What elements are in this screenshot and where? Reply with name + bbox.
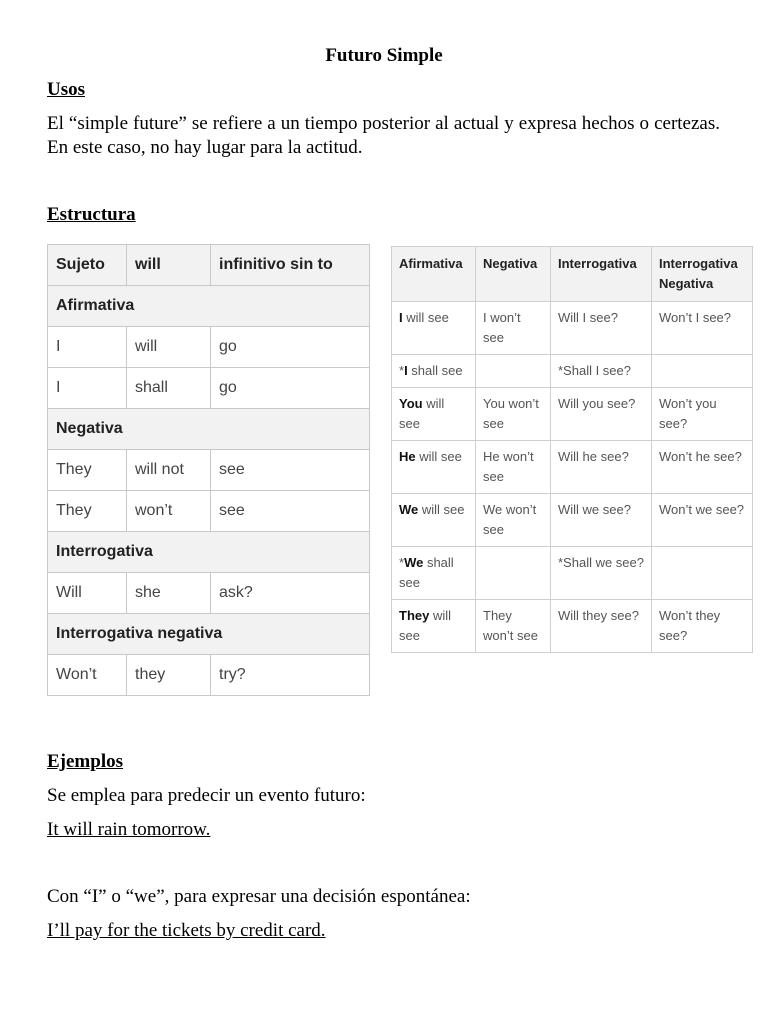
table-cell: Won’t you see? (652, 388, 753, 441)
header-cell: Interrogativa (551, 247, 652, 302)
table-cell: They (48, 491, 127, 532)
section-row (48, 614, 370, 655)
section-label: Negativa (48, 409, 370, 450)
table-row (48, 573, 370, 614)
header-cell: Sujeto (48, 245, 127, 286)
table-cell (392, 441, 476, 494)
header-cell: infinitivo sin to (211, 245, 370, 286)
table-cell: she (127, 573, 211, 614)
table-row (392, 302, 753, 355)
table-cell: Will they see? (551, 600, 652, 653)
table-cell: Will I see? (551, 302, 652, 355)
table-row (48, 491, 370, 532)
table-row (392, 494, 753, 547)
table-cell: Won’t they see? (652, 600, 753, 653)
table-cell: We won’t see (476, 494, 551, 547)
table-row (392, 600, 753, 653)
example-sentence: It will rain tomorrow. (47, 819, 211, 840)
table-cell: You won’t see (476, 388, 551, 441)
table-cell: Won’t I see? (652, 302, 753, 355)
table-cell: ask? (211, 573, 370, 614)
table-cell (652, 355, 753, 388)
table-cell (392, 547, 476, 600)
section-label: Interrogativa negativa (48, 614, 370, 655)
table-cell: *Shall I see? (551, 355, 652, 388)
section-row (48, 286, 370, 327)
table-cell: see (211, 491, 370, 532)
table-cell: Won’t (48, 655, 127, 696)
example-intro: Con “I” o “we”, para expresar una decisión espontánea: (47, 886, 471, 907)
subject-pronoun: You (399, 396, 423, 411)
page-title: Futuro Simple (325, 45, 443, 66)
subject-pronoun: I (404, 363, 408, 378)
table-row (48, 655, 370, 696)
table-cell: will not (127, 450, 211, 491)
table-cell: won’t (127, 491, 211, 532)
table-cell: I (48, 327, 127, 368)
table-cell: Will (48, 573, 127, 614)
asterisk-marker: * (399, 555, 405, 570)
table-cell: try? (211, 655, 370, 696)
table-cell (476, 547, 551, 600)
conjugation-table (391, 246, 753, 653)
verb-phrase: will see (399, 608, 452, 643)
estructura-heading: Estructura (47, 204, 136, 225)
header-cell: Negativa (476, 247, 551, 302)
verb-phrase: will see (399, 396, 445, 431)
table-cell: Will he see? (551, 441, 652, 494)
verb-phrase: shall see (407, 363, 463, 378)
table-cell: Won’t we see? (652, 494, 753, 547)
subject-pronoun: We (399, 502, 419, 517)
table-cell (392, 355, 476, 388)
table-cell (392, 388, 476, 441)
table-cell (476, 355, 551, 388)
table-row (48, 327, 370, 368)
ejemplos-heading: Ejemplos (47, 751, 123, 772)
table-cell: go (211, 368, 370, 409)
table-cell: They won’t see (476, 600, 551, 653)
verb-phrase: shall see (399, 555, 454, 590)
subject-pronoun: They (399, 608, 430, 623)
verb-phrase: will see (415, 449, 462, 464)
table-cell: see (211, 450, 370, 491)
header-cell: Interrogativa Negativa (652, 247, 753, 302)
header-cell: will (127, 245, 211, 286)
subject-pronoun: He (399, 449, 416, 464)
verb-phrase: will see (402, 310, 449, 325)
table-cell (392, 494, 476, 547)
asterisk-marker: * (399, 363, 405, 378)
table-row (392, 441, 753, 494)
header-cell: Afirmativa (392, 247, 476, 302)
table-cell: go (211, 327, 370, 368)
table-row (48, 368, 370, 409)
structure-table (47, 244, 370, 696)
section-row (48, 532, 370, 573)
subject-pronoun: I (399, 310, 403, 325)
table-cell (652, 547, 753, 600)
table-cell (392, 302, 476, 355)
usos-paragraph: El “simple future” se refiere a un tiempo posterior al actual y expresa hechos o certezas. En este caso, no hay lugar para la actitud. (47, 113, 720, 158)
table-cell: they (127, 655, 211, 696)
example-sentence: I’ll pay for the tickets by credit card. (47, 920, 326, 941)
example-intro: Se emplea para predecir un evento futuro: (47, 785, 366, 806)
table-cell: They (48, 450, 127, 491)
subject-pronoun: We (404, 555, 424, 570)
table-cell: *Shall we see? (551, 547, 652, 600)
table-header-row (392, 247, 753, 302)
table-row (392, 355, 753, 388)
table-cell: I won’t see (476, 302, 551, 355)
section-label: Afirmativa (48, 286, 370, 327)
table-cell: will (127, 327, 211, 368)
table-header-row (48, 245, 370, 286)
table-cell: shall (127, 368, 211, 409)
table-cell: Won’t he see? (652, 441, 753, 494)
table-row (392, 388, 753, 441)
section-label: Interrogativa (48, 532, 370, 573)
section-row (48, 409, 370, 450)
table-cell: Will we see? (551, 494, 652, 547)
table-cell: He won’t see (476, 441, 551, 494)
table-cell: Will you see? (551, 388, 652, 441)
table-cell: I (48, 368, 127, 409)
verb-phrase: will see (418, 502, 465, 517)
table-row (392, 547, 753, 600)
table-row (48, 450, 370, 491)
usos-heading: Usos (47, 79, 86, 100)
table-cell (392, 600, 476, 653)
